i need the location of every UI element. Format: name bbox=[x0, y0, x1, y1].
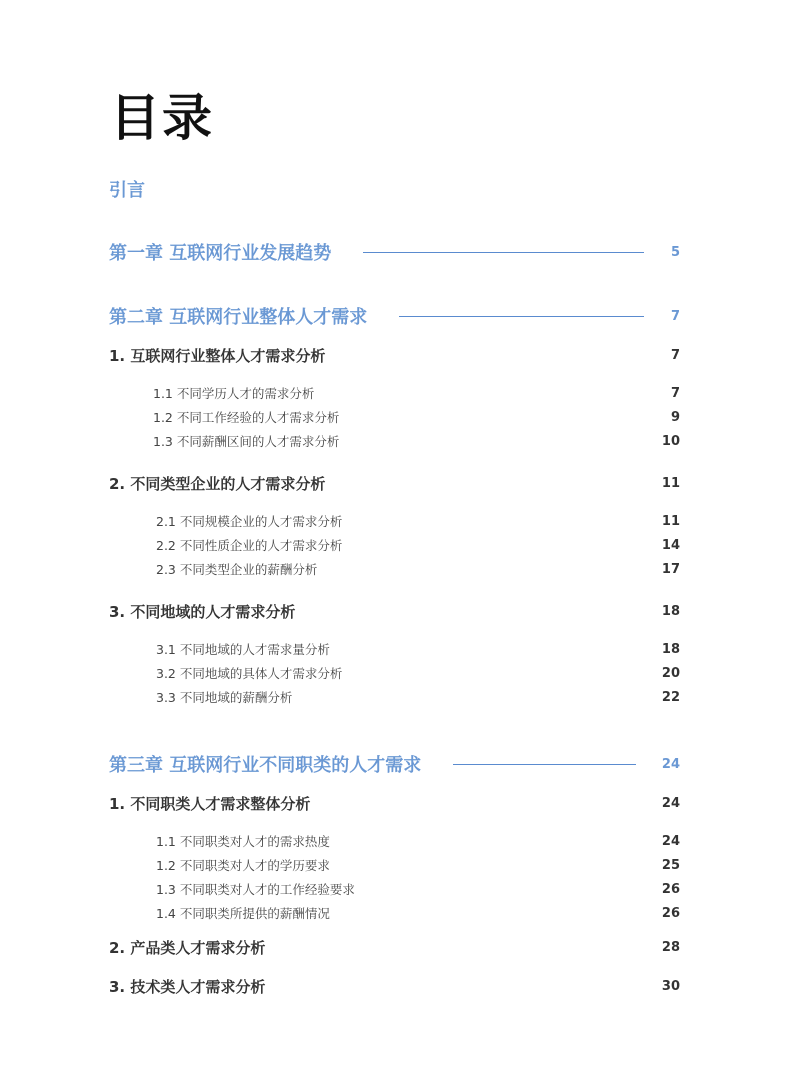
subsection-page-number: 9 bbox=[670, 409, 680, 425]
toc-intro-link[interactable]: 引言 bbox=[109, 180, 145, 201]
subsection-title: 1.4 不同职类所提供的薪酬情况 bbox=[156, 906, 330, 921]
toc-subsection[interactable] bbox=[156, 536, 680, 554]
subsection-title: 1.3 不同薪酬区间的人才需求分析 bbox=[153, 434, 340, 449]
section-page-number: 18 bbox=[661, 604, 680, 619]
subsection-page-number: 10 bbox=[661, 433, 680, 449]
subsection-page-number: 7 bbox=[670, 385, 680, 401]
subsection-page-number: 26 bbox=[661, 905, 680, 921]
toc-section[interactable] bbox=[109, 976, 680, 997]
toc-section[interactable] bbox=[109, 601, 680, 622]
subsection-title: 3.3 不同地域的薪酬分析 bbox=[156, 690, 293, 705]
section-page-number: 30 bbox=[661, 979, 680, 994]
subsection-title: 1.3 不同职类对人才的工作经验要求 bbox=[156, 882, 355, 897]
section-title: 1. 互联网行业整体人才需求分析 bbox=[109, 347, 326, 365]
chapter-divider bbox=[363, 252, 644, 253]
toc-subsection[interactable] bbox=[153, 408, 680, 426]
section-title: 3. 不同地域的人才需求分析 bbox=[109, 603, 296, 621]
chapter-page-number: 24 bbox=[661, 756, 680, 772]
subsection-page-number: 20 bbox=[661, 665, 680, 681]
toc-subsection[interactable] bbox=[156, 512, 680, 530]
toc-subsection[interactable] bbox=[156, 856, 680, 874]
chapter-divider bbox=[399, 316, 644, 317]
section-title: 1. 不同职类人才需求整体分析 bbox=[109, 795, 311, 813]
subsection-title: 1.1 不同职类对人才的需求热度 bbox=[156, 834, 330, 849]
subsection-title: 2.3 不同类型企业的薪酬分析 bbox=[156, 562, 318, 577]
toc-section[interactable] bbox=[109, 473, 680, 494]
chapter-divider bbox=[453, 764, 636, 765]
toc-section[interactable] bbox=[109, 345, 680, 366]
subsection-title: 1.2 不同工作经验的人才需求分析 bbox=[153, 410, 340, 425]
subsection-title: 3.1 不同地域的人才需求量分析 bbox=[156, 642, 330, 657]
subsection-title: 1.1 不同学历人才的需求分析 bbox=[153, 386, 315, 401]
toc-section[interactable] bbox=[109, 937, 680, 958]
subsection-page-number: 24 bbox=[661, 833, 680, 849]
toc-subsection[interactable] bbox=[156, 904, 680, 922]
subsection-page-number: 11 bbox=[661, 513, 680, 529]
subsection-title: 2.2 不同性质企业的人才需求分析 bbox=[156, 538, 343, 553]
section-page-number: 11 bbox=[661, 476, 680, 491]
toc-subsection[interactable] bbox=[156, 880, 680, 898]
subsection-page-number: 18 bbox=[661, 641, 680, 657]
chapter-title: 第一章 互联网行业发展趋势 bbox=[109, 243, 332, 264]
section-page-number: 7 bbox=[670, 348, 680, 363]
toc-chapter-2[interactable] bbox=[109, 304, 680, 328]
section-title: 2. 产品类人才需求分析 bbox=[109, 939, 266, 957]
subsection-page-number: 22 bbox=[661, 689, 680, 705]
chapter-page-number: 7 bbox=[670, 308, 680, 324]
subsection-title: 3.2 不同地域的具体人才需求分析 bbox=[156, 666, 343, 681]
subsection-page-number: 25 bbox=[661, 857, 680, 873]
toc-subsection[interactable] bbox=[156, 560, 680, 578]
section-title: 2. 不同类型企业的人才需求分析 bbox=[109, 475, 326, 493]
subsection-title: 1.2 不同职类对人才的学历要求 bbox=[156, 858, 330, 873]
subsection-title: 2.1 不同规模企业的人才需求分析 bbox=[156, 514, 343, 529]
toc-subsection[interactable] bbox=[153, 384, 680, 402]
chapter-title: 第二章 互联网行业整体人才需求 bbox=[109, 307, 368, 328]
toc-chapter-3[interactable] bbox=[109, 752, 680, 776]
subsection-page-number: 26 bbox=[661, 881, 680, 897]
section-title: 3. 技术类人才需求分析 bbox=[109, 978, 266, 996]
toc-subsection[interactable] bbox=[153, 432, 680, 450]
toc-subsection[interactable] bbox=[156, 688, 680, 706]
subsection-page-number: 17 bbox=[661, 561, 680, 577]
subsection-page-number: 14 bbox=[661, 537, 680, 553]
toc-section[interactable] bbox=[109, 793, 680, 814]
section-page-number: 24 bbox=[661, 796, 680, 811]
page-title: 目录 bbox=[110, 88, 214, 147]
toc-chapter-1[interactable] bbox=[109, 240, 680, 264]
chapter-title: 第三章 互联网行业不同职类的人才需求 bbox=[109, 755, 422, 776]
chapter-page-number: 5 bbox=[670, 244, 680, 260]
toc-subsection[interactable] bbox=[156, 664, 680, 682]
toc-subsection[interactable] bbox=[156, 832, 680, 850]
toc-subsection[interactable] bbox=[156, 640, 680, 658]
section-page-number: 28 bbox=[661, 940, 680, 955]
